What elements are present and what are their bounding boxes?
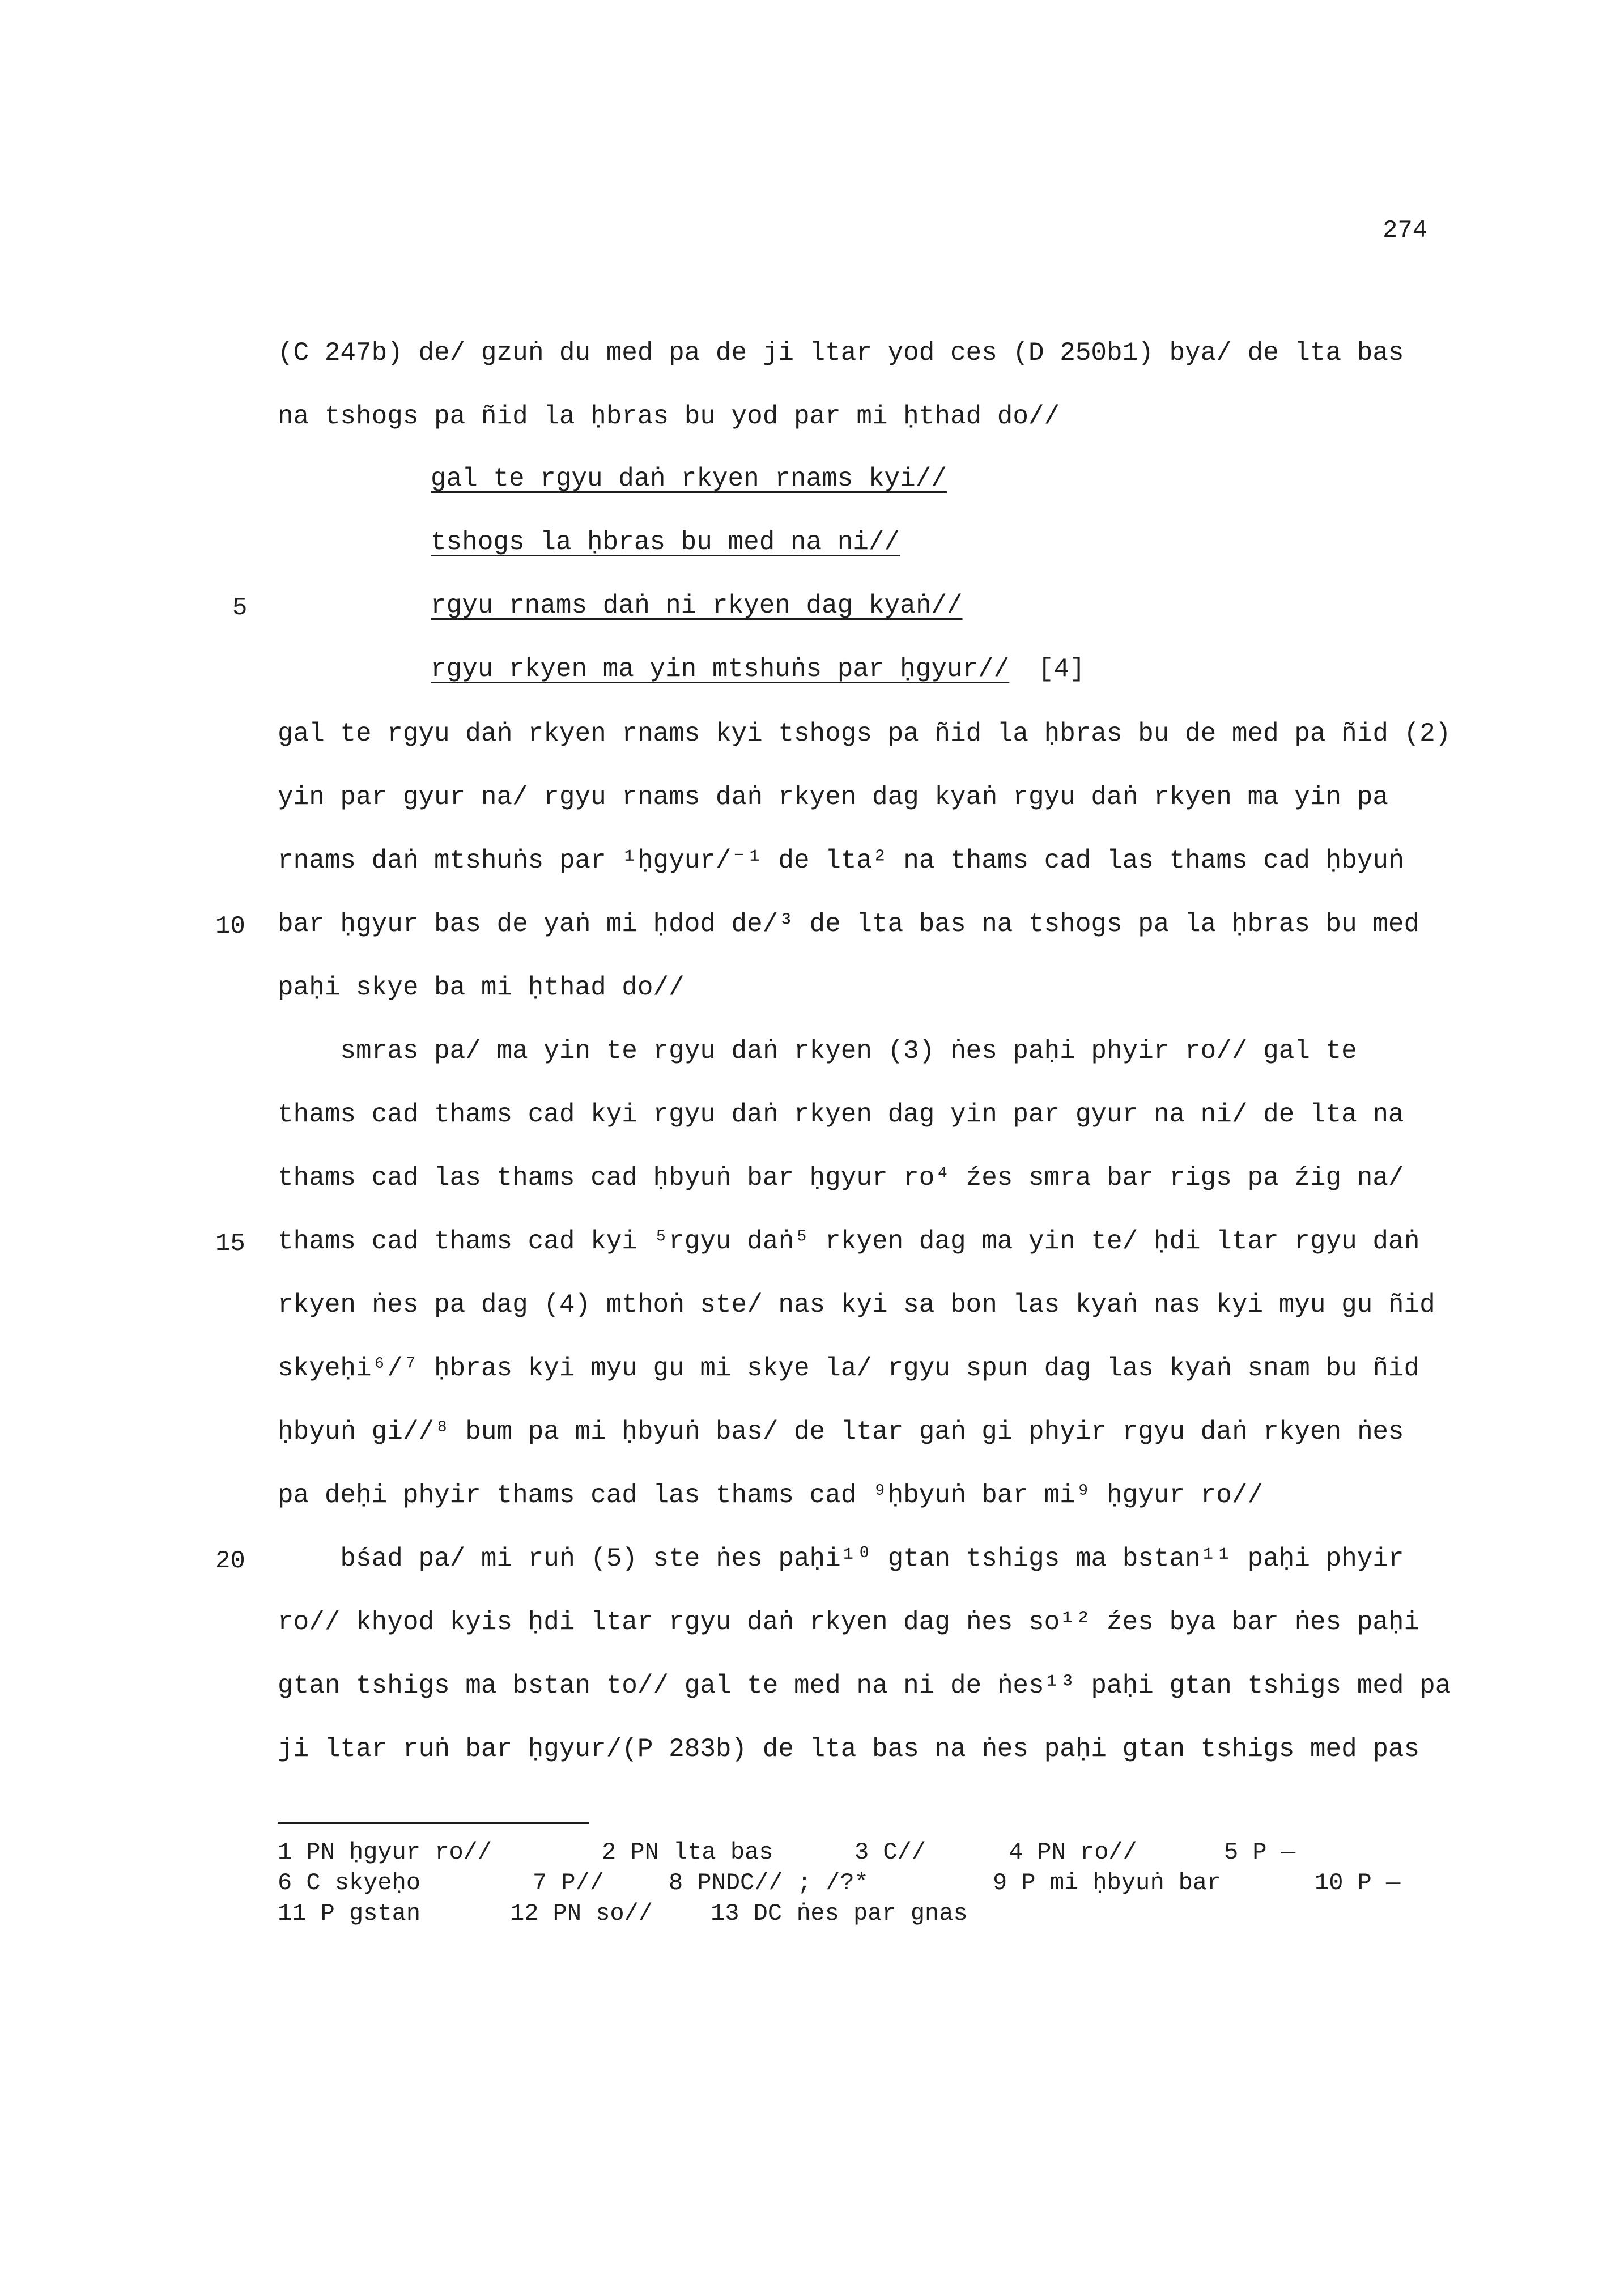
text-line: bśad pa/ mi ruṅ (5) ste ṅes paḥi¹⁰ gtan tshigs ma bstan¹¹ paḥi phyir bbox=[278, 1544, 1404, 1574]
verse-line: tshogs la ḥbras bu med na ni// bbox=[431, 528, 900, 557]
text-line: thams cad thams cad kyi rgyu daṅ rkyen dag yin par gyur na ni/ de lta na bbox=[278, 1100, 1404, 1129]
text-line: ro// khyod kyis ḥdi ltar rgyu daṅ rkyen dag ṅes so¹² źes bya bar ṅes paḥi bbox=[278, 1608, 1420, 1637]
text-line: pa deḥi phyir thams cad las thams cad ⁹ḥbyuṅ bar mi⁹ ḥgyur ro// bbox=[278, 1481, 1264, 1510]
footnote: 5 P — bbox=[1224, 1839, 1296, 1866]
line-number: 20 bbox=[215, 1547, 245, 1575]
footnote: 3 C// bbox=[854, 1839, 926, 1866]
footnote-rule bbox=[278, 1822, 589, 1824]
verse-line: rgyu rnams daṅ ni rkyen dag kyaṅ// bbox=[431, 591, 963, 620]
footnote: 8 PNDC// ; /?* bbox=[669, 1869, 869, 1897]
footnote: 4 PN ro// bbox=[1009, 1839, 1137, 1866]
text-line: ḥbyuṅ gi//⁸ bum pa mi ḥbyuṅ bas/ de ltar gaṅ gi phyir rgyu daṅ rkyen ṅes bbox=[278, 1417, 1404, 1447]
text-line: gtan tshigs ma bstan to// gal te med na ni de ṅes¹³ paḥi gtan tshigs med pa bbox=[278, 1671, 1451, 1700]
text-line: thams cad thams cad kyi ⁵rgyu daṅ⁵ rkyen dag ma yin te/ ḥdi ltar rgyu daṅ bbox=[278, 1227, 1420, 1256]
text-line: yin par gyur na/ rgyu rnams daṅ rkyen dag kyaṅ rgyu daṅ rkyen ma yin pa bbox=[278, 783, 1388, 812]
text-line: bar ḥgyur bas de yaṅ mi ḥdod de/³ de lta bas na tshogs pa la ḥbras bu med bbox=[278, 909, 1420, 939]
footnote: 6 C skyeḥo bbox=[278, 1869, 421, 1897]
text-line: paḥi skye ba mi ḥthad do// bbox=[278, 973, 685, 1002]
footnote: 11 P gstan bbox=[278, 1900, 421, 1927]
text-line: rkyen ṅes pa dag (4) mthoṅ ste/ nas kyi sa bon las kyaṅ nas kyi myu gu ñid bbox=[278, 1290, 1435, 1320]
text-line: thams cad las thams cad ḥbyuṅ bar ḥgyur ro⁴ źes smra bar rigs pa źig na/ bbox=[278, 1163, 1404, 1193]
page-number: 274 bbox=[1383, 216, 1428, 245]
text-line: smras pa/ ma yin te rgyu daṅ rkyen (3) ṅes paḥi phyir ro// gal te bbox=[278, 1036, 1357, 1066]
footnote: 12 PN so// bbox=[510, 1900, 653, 1927]
footnote: 9 P mi ḥbyuṅ bar bbox=[993, 1869, 1222, 1897]
text-line: na tshogs pa ñid la ḥbras bu yod par mi ḥthad do// bbox=[278, 402, 1060, 431]
verse-tag: [4] bbox=[1038, 654, 1085, 684]
text-line: rnams daṅ mtshuṅs par ¹ḥgyur/⁻¹ de lta² na thams cad las thams cad ḥbyuṅ bbox=[278, 846, 1404, 875]
verse-line: rgyu rkyen ma yin mtshuṅs par ḥgyur// bbox=[431, 654, 1010, 684]
footnote: 13 DC ṅes par gnas bbox=[711, 1900, 968, 1927]
footnote: 2 PN lta bas bbox=[602, 1839, 773, 1866]
footnote: 10 P — bbox=[1315, 1869, 1401, 1897]
verse-line: gal te rgyu daṅ rkyen rnams kyi// bbox=[431, 464, 947, 494]
text-line: skyeḥi⁶/⁷ ḥbras kyi myu gu mi skye la/ rgyu spun dag las kyaṅ snam bu ñid bbox=[278, 1354, 1420, 1383]
line-number: 15 bbox=[215, 1230, 245, 1258]
text-line: (C 247b) de/ gzuṅ du med pa de ji ltar yod ces (D 250b1) bya/ de lta bas bbox=[278, 338, 1404, 368]
line-number: 10 bbox=[215, 912, 245, 941]
text-line: ji ltar ruṅ bar ḥgyur/(P 283b) de lta bas na ṅes paḥi gtan tshigs med pas bbox=[278, 1734, 1420, 1764]
line-number: 5 bbox=[232, 594, 248, 622]
footnote: 7 P// bbox=[533, 1869, 605, 1897]
text-line: gal te rgyu daṅ rkyen rnams kyi tshogs pa ñid la ḥbras bu de med pa ñid (2) bbox=[278, 719, 1451, 749]
footnote: 1 PN ḥgyur ro// bbox=[278, 1839, 492, 1866]
